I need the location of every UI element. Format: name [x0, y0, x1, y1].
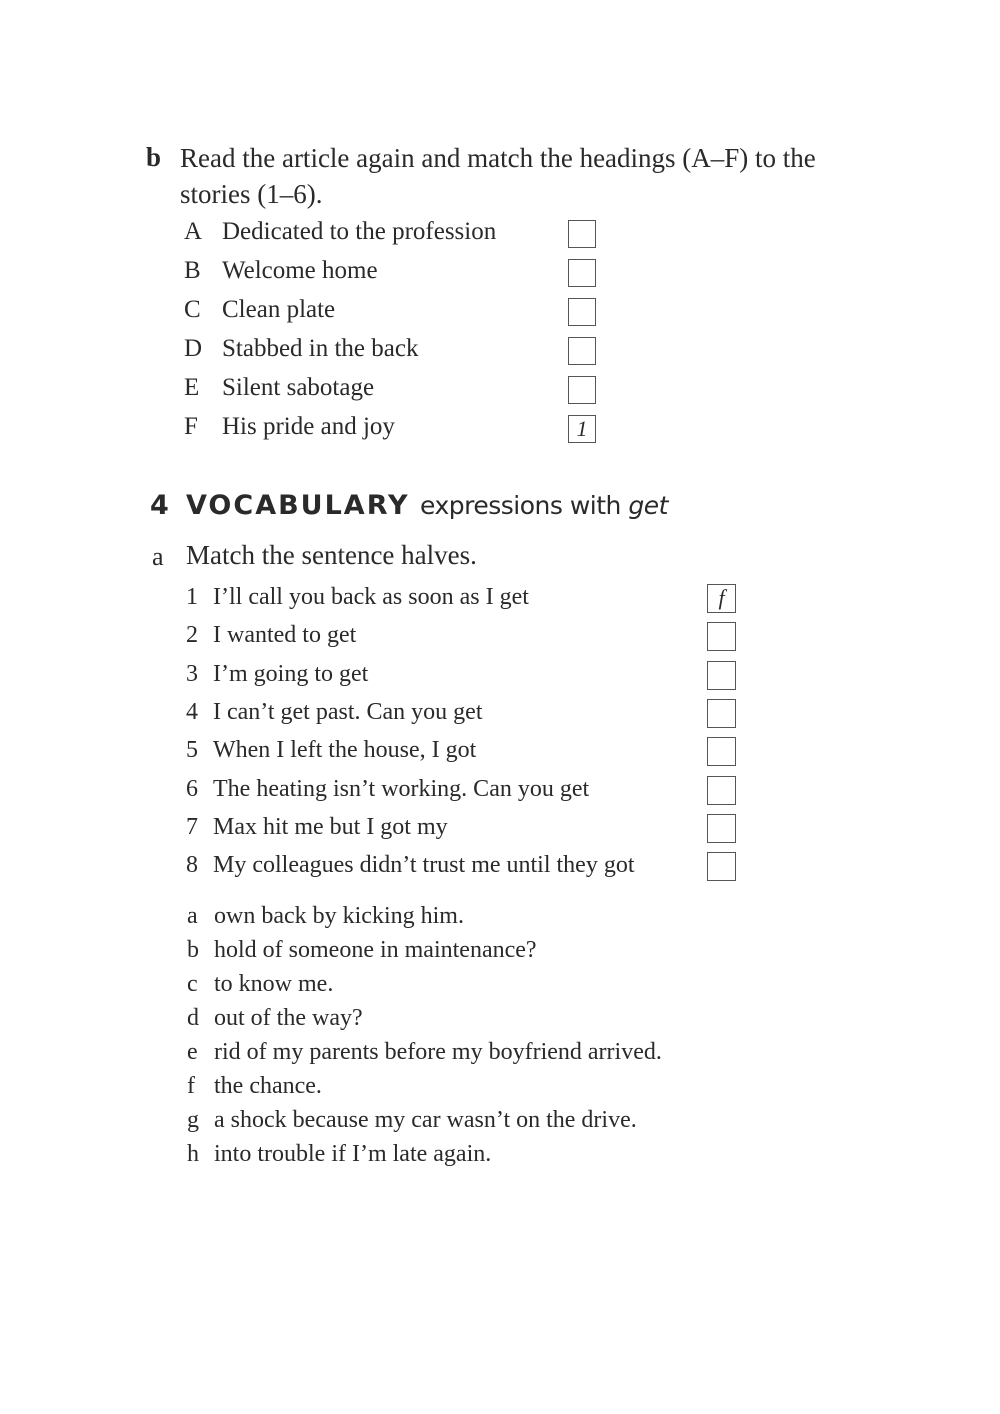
heading-row-d	[184, 335, 624, 371]
ending-text: out of the way?	[214, 1005, 363, 1031]
ending-text: a shock because my car wasn’t on the drive.	[214, 1107, 637, 1133]
heading-letter: B	[184, 257, 201, 284]
heading-text: Dedicated to the profession	[222, 218, 497, 245]
heading-row-c	[184, 296, 624, 332]
sentence-half-7	[186, 814, 746, 850]
answer-box[interactable]	[707, 776, 736, 805]
sentence-ending-b	[187, 937, 747, 971]
answer-box[interactable]	[568, 220, 596, 248]
heading-text: Silent sabotage	[222, 374, 375, 401]
sentence-ending-h	[187, 1141, 747, 1175]
sentence-text: I can’t get past. Can you get	[213, 699, 483, 725]
answer-box[interactable]	[568, 298, 596, 326]
sentence-number: 5	[186, 737, 198, 763]
heading-letter: A	[184, 218, 203, 245]
heading-text: Welcome home	[222, 257, 378, 284]
sentence-text: I’m going to get	[213, 661, 369, 687]
ending-letter: b	[187, 937, 199, 963]
answer-box[interactable]	[707, 814, 736, 843]
sentence-half-5	[186, 737, 746, 773]
answer-box[interactable]	[707, 737, 736, 766]
ending-text: rid of my parents before my boyfriend arrived.	[214, 1039, 662, 1065]
ending-letter: h	[187, 1141, 199, 1167]
exercise-b-instruction: Read the article again and match the headings (A–F) to the stories (1–6).	[180, 143, 816, 209]
section-subtitle-prefix: expressions with	[420, 491, 621, 520]
sentence-number: 6	[186, 776, 198, 802]
sentence-half-3	[186, 661, 746, 697]
sentence-text: My colleagues didn’t trust me until they got	[213, 852, 635, 878]
sentence-ending-e	[187, 1039, 747, 1073]
answer-box[interactable]	[707, 661, 736, 690]
answer-box[interactable]	[707, 699, 736, 728]
heading-letter: E	[184, 374, 200, 401]
sentence-ending-c	[187, 971, 747, 1005]
ending-letter: e	[187, 1039, 198, 1065]
heading-row-a	[184, 218, 624, 254]
sentence-text: The heating isn’t working. Can you get	[213, 776, 590, 802]
sentence-text: When I left the house, I got	[213, 737, 477, 763]
answer-box[interactable]: 1	[568, 415, 596, 443]
answer-box[interactable]	[568, 337, 596, 365]
exercise-a-instruction: Match the sentence halves.	[186, 540, 477, 570]
sentence-ending-g	[187, 1107, 747, 1141]
sentence-ending-a	[187, 903, 747, 937]
ending-text: the chance.	[214, 1073, 322, 1099]
ending-letter: g	[187, 1107, 199, 1133]
section-subtitle	[420, 491, 668, 520]
ending-letter: a	[187, 903, 198, 929]
heading-row-f	[184, 413, 624, 449]
answer-box[interactable]: f	[707, 584, 736, 613]
heading-text: Stabbed in the back	[222, 335, 419, 362]
sentence-number: 2	[186, 622, 198, 648]
sentence-half-4	[186, 699, 746, 735]
sentence-number: 7	[186, 814, 198, 840]
sentence-ending-f	[187, 1073, 747, 1107]
ending-letter: c	[187, 971, 198, 997]
heading-letter: F	[184, 413, 198, 440]
heading-row-b	[184, 257, 624, 293]
ending-letter: f	[187, 1073, 195, 1099]
exercise-b-letter: b	[146, 142, 162, 172]
sentence-half-6	[186, 776, 746, 812]
ending-letter: d	[187, 1005, 199, 1031]
sentence-half-1	[186, 584, 746, 620]
sentence-ending-d	[187, 1005, 747, 1039]
answer-box[interactable]	[707, 622, 736, 651]
heading-letter: D	[184, 335, 203, 362]
sentence-text: Max hit me but I got my	[213, 814, 448, 840]
sentence-number: 3	[186, 661, 198, 687]
sentence-text: I wanted to get	[213, 622, 357, 648]
sentence-half-2	[186, 622, 746, 658]
answer-box[interactable]	[568, 259, 596, 287]
heading-letter: C	[184, 296, 201, 323]
sentence-number: 4	[186, 699, 198, 725]
section-subtitle-word: get	[628, 491, 668, 520]
answer-box[interactable]	[707, 852, 736, 881]
sentence-number: 1	[186, 584, 198, 610]
heading-text: Clean plate	[222, 296, 336, 323]
sentence-text: I’ll call you back as soon as I get	[213, 584, 529, 610]
section-number: 4	[150, 490, 169, 521]
ending-text: to know me.	[214, 971, 334, 997]
ending-text: own back by kicking him.	[214, 903, 464, 929]
exercise-a-letter: a	[152, 542, 164, 571]
heading-row-e	[184, 374, 624, 410]
heading-text: His pride and joy	[222, 413, 395, 440]
ending-text: hold of someone in maintenance?	[214, 937, 537, 963]
sentence-number: 8	[186, 852, 198, 878]
section-title: VOCABULARY	[186, 490, 410, 521]
answer-box[interactable]	[568, 376, 596, 404]
ending-text: into trouble if I’m late again.	[214, 1141, 492, 1167]
sentence-half-8	[186, 852, 746, 888]
